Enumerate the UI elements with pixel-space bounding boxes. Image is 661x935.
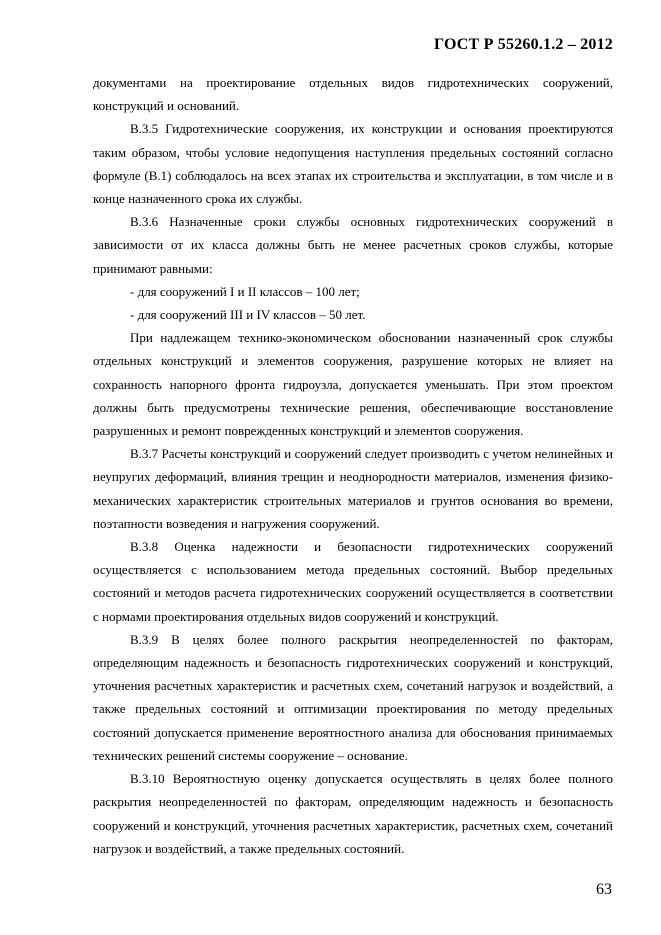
page-number: 63 — [596, 881, 612, 898]
paragraph-v-3-9: В.3.9 В целях более полного раскрытия неопределенностей по факторам, определяющим надежность и безопасность гидротехнических сооружений и конструкций, уточнения расчетных характеристик и расчетных схем, сочетаний нагрузок и воздействий, а также предельных состояний и оптимизации проектирования по методу предельных состояний допускается применение вероятностного анализа для обоснования принимаемых технических решений системы сооружение – основание. — [93, 631, 613, 763]
paragraph-v-3-7: В.3.7 Расчеты конструкций и сооружений следует производить с учетом нелинейных и неупругих деформаций, влияния трещин и неоднородности материалов, изменения физико-механических характеристик строительных материалов и грунтов основания во времени, поэтапности возведения и нагружения сооружений. — [93, 446, 613, 531]
paragraph-v-3-6: В.3.6 Назначенные сроки службы основных гидротехнических сооружений в зависимости от их класса должны быть не менее расчетных сроков службы, которые принимают равными: — [93, 214, 613, 276]
paragraph-v-3-10: В.3.10 Вероятностную оценку допускается осуществлять в целях более полного раскрытия неопределенностей по факторам, определяющим надежность и безопасность сооружений и конструкций, уточнения расчетных характеристик, расчетных схем, сочетаний нагрузок и воздействий, а также предельных состояний. — [93, 771, 613, 856]
document-code-header: ГОСТ Р 55260.1.2 – 2012 — [433, 36, 613, 53]
list-item-classes-1-2: - для сооружений I и II классов – 100 лет; — [130, 283, 360, 299]
paragraph-continuation: документами на проектирование отдельных видов гидротехнических сооружений, конструкций и оснований. — [93, 75, 613, 114]
paragraph-v-3-8: В.3.8 Оценка надежности и безопасности гидротехнических сооружений осуществляется с использованием метода предельных состояний. Выбор предельных состояний и методов расчета гидротехнических сооружений осуществляется в соответствии с нормами проектирования отдельных видов сооружений и конструкций. — [93, 539, 613, 624]
paragraph-service-life-reduction: При надлежащем технико-экономическом обосновании назначенный срок службы отдельных конструкций и элементов сооружения, разрушение которых не влияет на сохранность напорного фронта гидроузла, допускается уменьшать. При этом проектом должны быть предусмотрены технические решения, обеспечивающие восстановление разрушенных и ремонт поврежденных конструкций и элементов сооружения. — [93, 330, 613, 439]
paragraph-v-3-5: В.3.5 Гидротехнические сооружения, их конструкции и основания проектируются таким образом, чтобы условие недопущения наступления предельных состояний согласно формуле (В.1) соблюдалось на всех этапах их строительства и эксплуатации, в том числе и в конце назначенного срока их службы. — [93, 121, 613, 207]
list-item-classes-3-4: - для сооружений III и IV классов – 50 лет. — [130, 307, 366, 323]
document-body — [93, 71, 613, 860]
